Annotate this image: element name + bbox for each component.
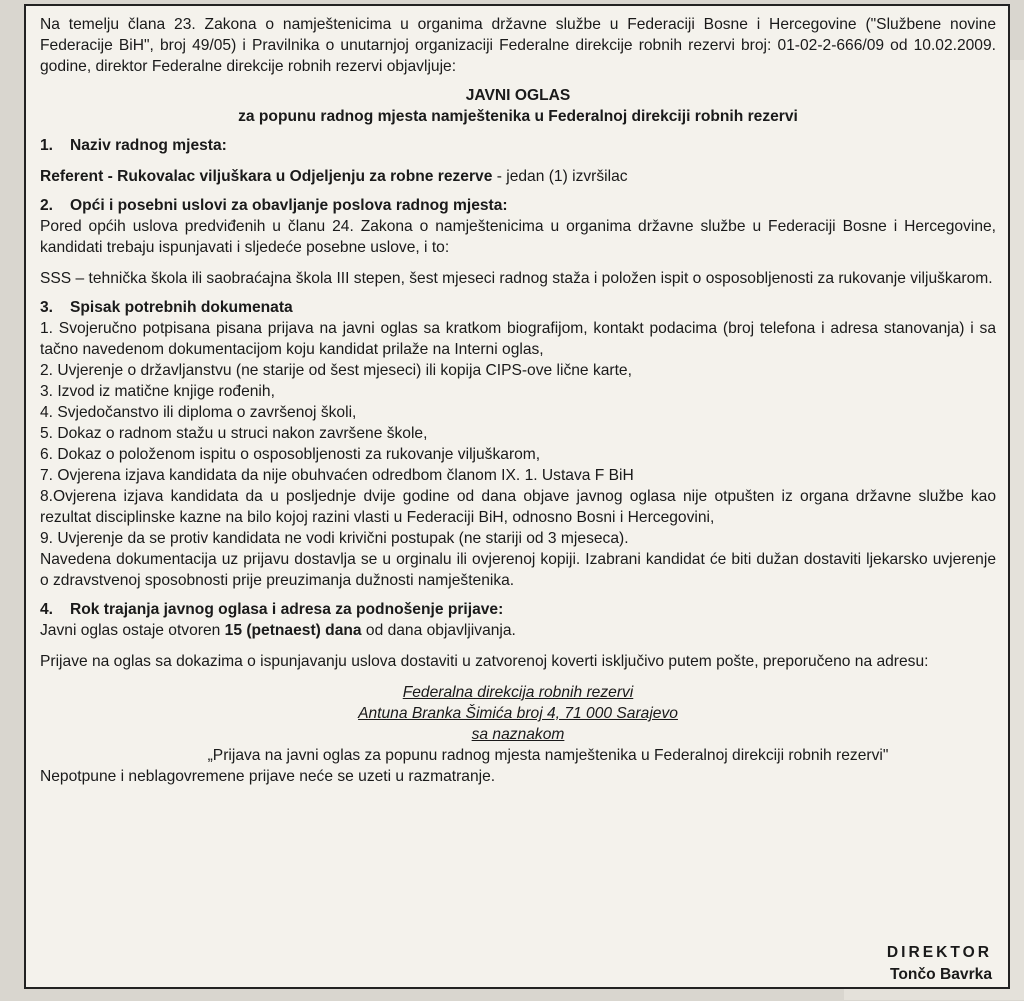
document-item: 4. Svjedočanstvo ili diploma o završenoj školi,	[40, 404, 357, 421]
section-2-paragraph-1: Pored općih uslova predviđenih u članu 24. Zakona o namještenicima u organima državne službe u Federaciji Bosne i Hercegovine, kandidati trebaju ispunjavati i sljedeće posebne uslove, i to:	[40, 218, 996, 256]
notice-title: JAVNI OGLAS	[465, 87, 571, 104]
address-line-1: Federalna direkcija robnih rezervi	[402, 684, 634, 701]
section-3-heading: 3. Spisak potrebnih dokumenata	[40, 299, 293, 316]
intro-paragraph: Na temelju člana 23. Zakona o namještenicima u organima državne službe u Federaciji Bosne i Hercegovine ("Službene novine Federacije BiH", broj 49/05) i Pravilnika o unutarnjoj organizaciji Federalne direkcije robnih rezervi broj: 01-02-2-666/09 od 10.02.2009. godine, direktor Federalne direkcije robnih rezervi objavljuje:	[40, 16, 996, 75]
document-item: 3. Izvod iz matične knjige rođenih,	[40, 383, 275, 400]
documents-note: Navedena dokumentacija uz prijavu dostavlja se u orginalu ili ovjerenoj kopiji. Izabrani kandidat će biti dužan dostaviti ljekarsko uvjerenje o zdravstvenoj sposobnosti prije preuzimanja dužnosti namještenika.	[40, 551, 996, 589]
document-item: 5. Dokaz o radnom stažu u struci nakon završene škole,	[40, 425, 428, 442]
job-title: Referent - Rukovalac viljuškara u Odjeljenju za robne rezerve - jedan (1) izvršilac	[40, 168, 628, 185]
document-item: 6. Dokaz o položenom ispitu o osposobljenosti za rukovanje viljuškarom,	[40, 446, 541, 463]
section-4-heading: 4. Rok trajanja javnog oglasa i adresa za podnošenje prijave:	[40, 601, 504, 618]
section-4-paragraph-2: Prijave na oglas sa dokazima o ispunjavanju uslova dostaviti u zatvorenoj koverti isključivo putem pošte, preporučeno na adresu:	[40, 653, 929, 670]
signature-role: DIREKTOR	[886, 944, 992, 961]
envelope-label-quote: „Prijava na javni oglas za popunu radnog mjesta namještenika u Federalnoj direkciji robnih rezervi"	[207, 747, 889, 764]
job-notice	[24, 4, 1010, 989]
closing-note: Nepotpune i neblagovremene prijave neće se uzeti u razmatranje.	[40, 768, 496, 785]
section-2-heading: 2. Opći i posebni uslovi za obavljanje poslova radnog mjesta:	[40, 197, 508, 214]
document-item: 2. Uvjerenje o državljanstvu (ne starije od šest mjeseci) ili kopija CIPS-ove lične karte,	[40, 362, 632, 379]
section-2-paragraph-2: SSS – tehnička škola ili saobraćajna škola III stepen, šest mjeseci radnog staža i položen ispit o osposobljenosti za rukovanje viljuškarom.	[40, 270, 993, 287]
section-4-paragraph-1: Javni oglas ostaje otvoren 15 (petnaest) dana od dana objavljivanja.	[40, 622, 516, 639]
address-line-2: Antuna Branka Šimića broj 4, 71 000 Sarajevo	[358, 705, 678, 722]
address-line-3: sa naznakom	[471, 726, 565, 743]
notice-subtitle: za popunu radnog mjesta namještenika u Federalnoj direkciji robnih rezervi	[238, 108, 798, 125]
signature-name: Tončo Bavrka	[890, 966, 992, 983]
document-item: 1. Svojeručno potpisana pisana prijava na javni oglas sa kratkom biografijom, kontakt podacima (broj telefona i adresa stanovanja) i sa tačno navedenom dokumentacijom koju kandidat prilaže na Interni oglas,	[40, 320, 996, 358]
document-item: 8.Ovjerena izjava kandidata da u posljednje dvije godine od dana objave javnog oglasa nije otpušten iz organa državne službe kao rezultat disciplinske kazne na bilo kojoj razini vlasti u Federaciji BiH, odnosno Bosni i Hercegovini,	[40, 488, 996, 526]
document-item: 9. Uvjerenje da se protiv kandidata ne vodi krivični postupak (ne stariji od 3 mjeseca).	[40, 530, 629, 547]
section-1-heading: 1. Naziv radnog mjesta:	[40, 137, 227, 154]
document-item: 7. Ovjerena izjava kandidata da nije obuhvaćen odredbom članom IX. 1. Ustava F BiH	[40, 467, 634, 484]
